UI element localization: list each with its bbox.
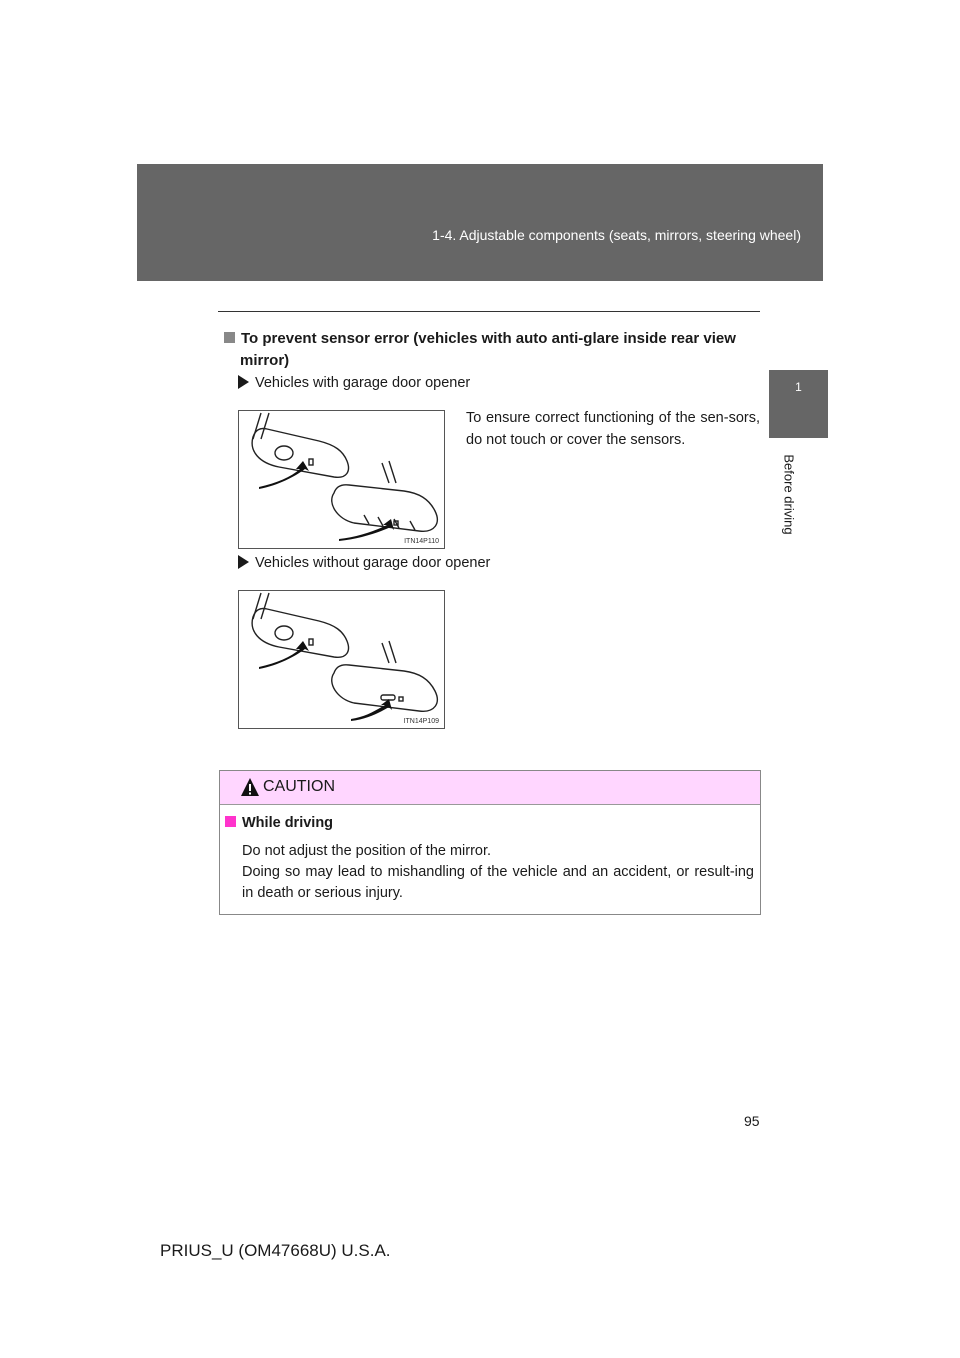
chapter-number: 1 (795, 380, 802, 394)
figure-2-code: ITN14P109 (403, 718, 439, 725)
caution-body (242, 841, 754, 904)
variant-1-note: To ensure correct functioning of the sen-sors, do not touch or cover the sensors. (466, 410, 760, 448)
section-heading (224, 328, 756, 350)
caution-title: CAUTION (263, 778, 335, 795)
mirror-figure-without-opener (238, 590, 445, 729)
chapter-label-container (769, 445, 809, 545)
page-number: 95 (744, 1113, 760, 1129)
caution-subheading (225, 815, 333, 831)
variant-2-label: Vehicles without garage door opener (255, 555, 491, 571)
caution-subheading-text: While driving (242, 815, 334, 831)
mirror-without-opener-illustration (239, 591, 444, 728)
caution-line-2: Doing so may lead to mishandling of the vehicle and an accident, or result-ing in death or serious injury. (242, 864, 754, 901)
footer-model: PRIUS_U (OM47668U) U.S.A. (160, 1241, 391, 1260)
mirror-with-opener-illustration (239, 411, 444, 548)
variant-1-item (238, 373, 470, 393)
triangle-bullet-icon (238, 555, 249, 569)
divider-rule (218, 311, 760, 312)
caution-line-1: Do not adjust the position of the mirror. (242, 843, 492, 859)
square-bullet-icon (224, 332, 235, 343)
warning-triangle-icon (240, 777, 260, 797)
mirror-figure-with-opener (238, 410, 445, 549)
chapter-label: Before driving (781, 454, 797, 535)
variant-1-label: Vehicles with garage door opener (255, 375, 471, 391)
triangle-bullet-icon (238, 375, 249, 389)
variant-2-item (238, 553, 490, 573)
caution-header (220, 771, 760, 805)
figure-1-code: ITN14P110 (404, 538, 439, 545)
square-bullet-icon (225, 816, 236, 827)
section-header (137, 164, 823, 281)
chapter-tab (769, 370, 828, 438)
section-title: 1-4. Adjustable components (seats, mirrors, steering wheel) (432, 227, 801, 243)
caution-box (219, 770, 761, 915)
heading-line-1: To prevent sensor error (vehicles with auto anti-glare inside rear view (241, 330, 736, 347)
heading-line-2: mirror) (240, 352, 290, 369)
